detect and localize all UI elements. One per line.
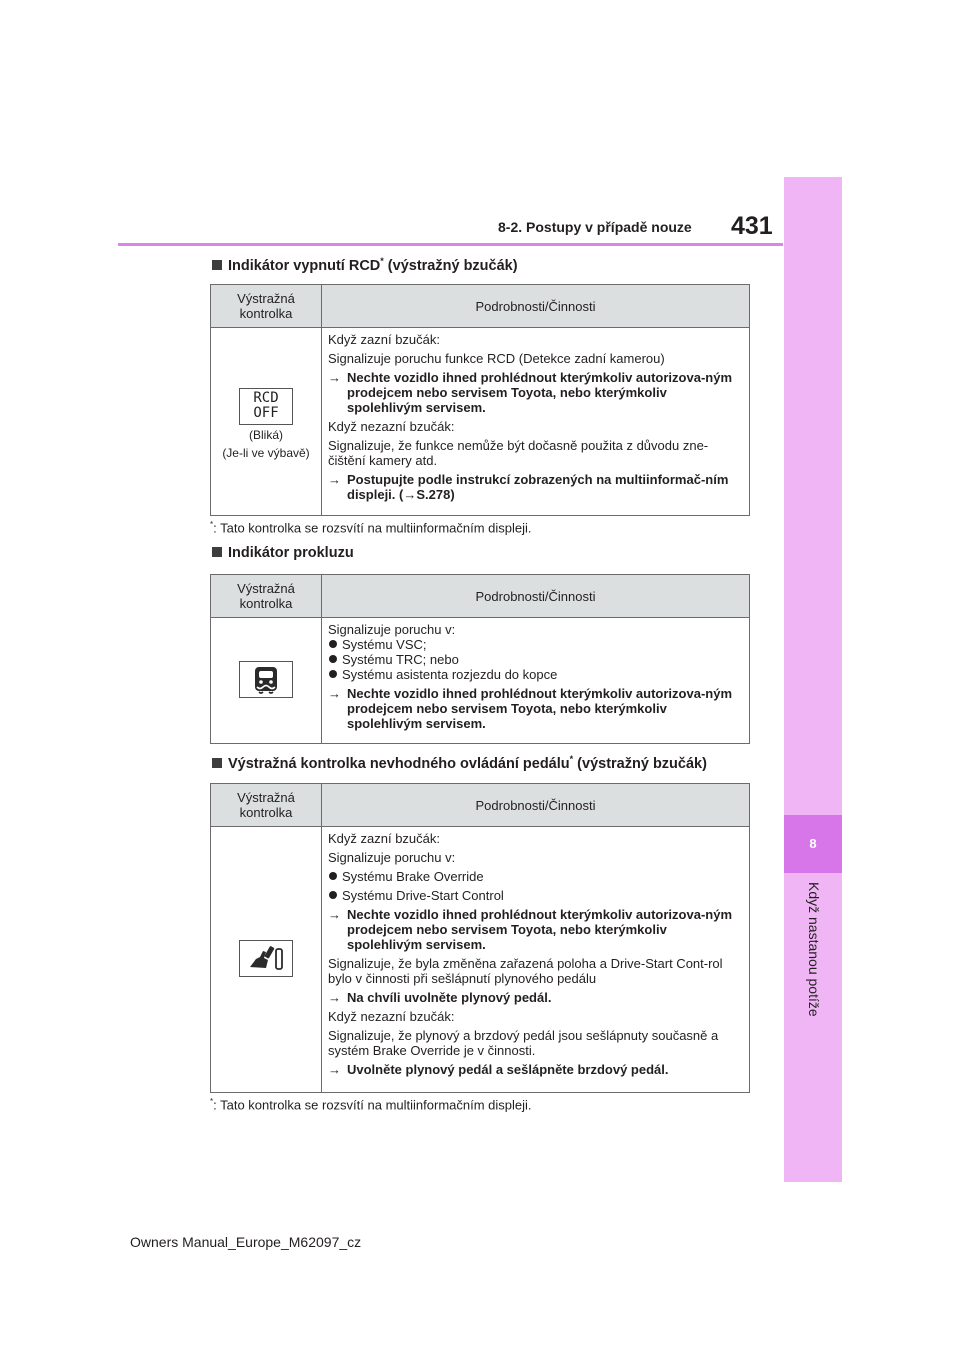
slip-details-cell <box>322 618 750 744</box>
bullet-item: Systému Drive-Start Control <box>328 888 745 903</box>
action-instruction: → Postupujte podle instrukcí zobrazených na multiinformač-ním displeji. (→S.278) <box>328 472 729 502</box>
section1-heading: Indikátor vypnutí RCD* (výstražný bzučák) <box>212 256 518 274</box>
detail-text: Signalizuje, že funkce nemůže být dočasně použita z důvodu zne-čištění kamery atd. <box>328 438 709 468</box>
rcd-off-icon: RCD OFF <box>239 388 293 425</box>
pedal-warning-icon <box>239 940 293 977</box>
footnote: *: Tato kontrolka se rozsvítí na multiinformačním displeji. <box>210 1097 532 1113</box>
col-header-warning-light: Výstražná kontrolka <box>211 575 322 618</box>
header-rule <box>118 243 783 246</box>
arrow-icon: → <box>328 686 341 701</box>
action-instruction: → Na chvíli uvolněte plynový pedál. <box>328 990 552 1005</box>
arrow-icon: → <box>328 1062 341 1077</box>
section3-heading: Výstražná kontrolka nevhodného ovládání pedálu* (výstražný bzučák) <box>212 754 707 772</box>
col-header-warning-light: Výstražná kontrolka <box>211 784 322 827</box>
detail-text: Signalizuje poruchu v: <box>328 622 456 637</box>
detail-text: Signalizuje, že byla změněna zařazená poloha a Drive-Start Cont-rol bylo v činnosti při sešlápnutí plynového pedálu <box>328 956 723 986</box>
action-instruction: → Uvolněte plynový pedál a sešlápněte brzdový pedál. <box>328 1062 669 1077</box>
col-header-details: Podrobnosti/Činnosti <box>322 784 750 827</box>
arrow-icon: → <box>328 472 341 487</box>
bullet-item: Systému TRC; nebo <box>328 652 745 667</box>
page-number: 431 <box>731 212 773 240</box>
col-header-details: Podrobnosti/Činnosti <box>322 285 750 328</box>
detail-text: Když nezazní bzučák: <box>328 1009 455 1024</box>
rcd-icon-cell <box>211 328 322 516</box>
chapter-title: Když nastanou potíže <box>806 882 822 1017</box>
action-instruction: → Nechte vozidlo ihned prohlédnout kterýmkoliv autorizova-ným prodejcem nebo servisem Toyota, nebo kterýmkoliv spolehlivým servisem. <box>328 907 732 952</box>
rcd-indicator-table <box>210 284 750 516</box>
heading-square-icon <box>212 547 222 557</box>
icon-caption-blink: (Bliká) <box>248 428 283 442</box>
section-header: 8-2. Postupy v případě nouze <box>498 219 692 235</box>
detail-text: Signalizuje poruchu funkce RCD (Detekce zadní kamerou) <box>328 351 665 366</box>
slip-indicator-table <box>210 574 750 744</box>
pedal-details-cell <box>322 827 750 1093</box>
rcd-details-cell <box>322 328 750 516</box>
col-header-details: Podrobnosti/Činnosti <box>322 575 750 618</box>
col-header-warning-light: Výstražná kontrolka <box>211 285 322 328</box>
bullet-item: Systému VSC; <box>328 637 745 652</box>
heading-square-icon <box>212 758 222 768</box>
action-instruction: → Nechte vozidlo ihned prohlédnout kterýmkoliv autorizova-ným prodejcem nebo servisem Toyota, nebo kterýmkoliv spolehlivým servisem. <box>328 686 732 731</box>
arrow-icon: → <box>328 370 341 385</box>
footnote: *: Tato kontrolka se rozsvítí na multiinformačním displeji. <box>210 520 532 536</box>
pedal-icon-cell <box>211 827 322 1093</box>
detail-text: Když zazní bzučák: <box>328 332 440 347</box>
arrow-icon: → <box>328 907 341 922</box>
icon-caption-equipment: (Je-li ve výbavě) <box>222 446 310 460</box>
section2-heading: Indikátor prokluzu <box>212 545 354 561</box>
chapter-number: 8 <box>784 815 842 873</box>
heading-square-icon <box>212 260 222 270</box>
action-instruction: → Nechte vozidlo ihned prohlédnout kterýmkoliv autorizova-ným prodejcem nebo servisem Toyota, nebo kterýmkoliv spolehlivým servisem. <box>328 370 732 415</box>
slip-icon-cell <box>211 618 322 744</box>
detail-text: Když zazní bzučák: <box>328 831 440 846</box>
arrow-icon: → <box>328 990 341 1005</box>
detail-text: Když nezazní bzučák: <box>328 419 455 434</box>
detail-text: Signalizuje poruchu v: <box>328 850 456 865</box>
pedal-warning-table <box>210 783 750 1093</box>
detail-text: Signalizuje, že plynový a brzdový pedál jsou sešlápnuty současně a systém Brake Override je v činnosti. <box>328 1028 719 1058</box>
slip-indicator-icon <box>239 661 293 698</box>
bullet-item: Systému asistenta rozjezdu do kopce <box>328 667 745 682</box>
document-footer: Owners Manual_Europe_M62097_cz <box>130 1234 362 1250</box>
bullet-item: Systému Brake Override <box>328 869 745 884</box>
